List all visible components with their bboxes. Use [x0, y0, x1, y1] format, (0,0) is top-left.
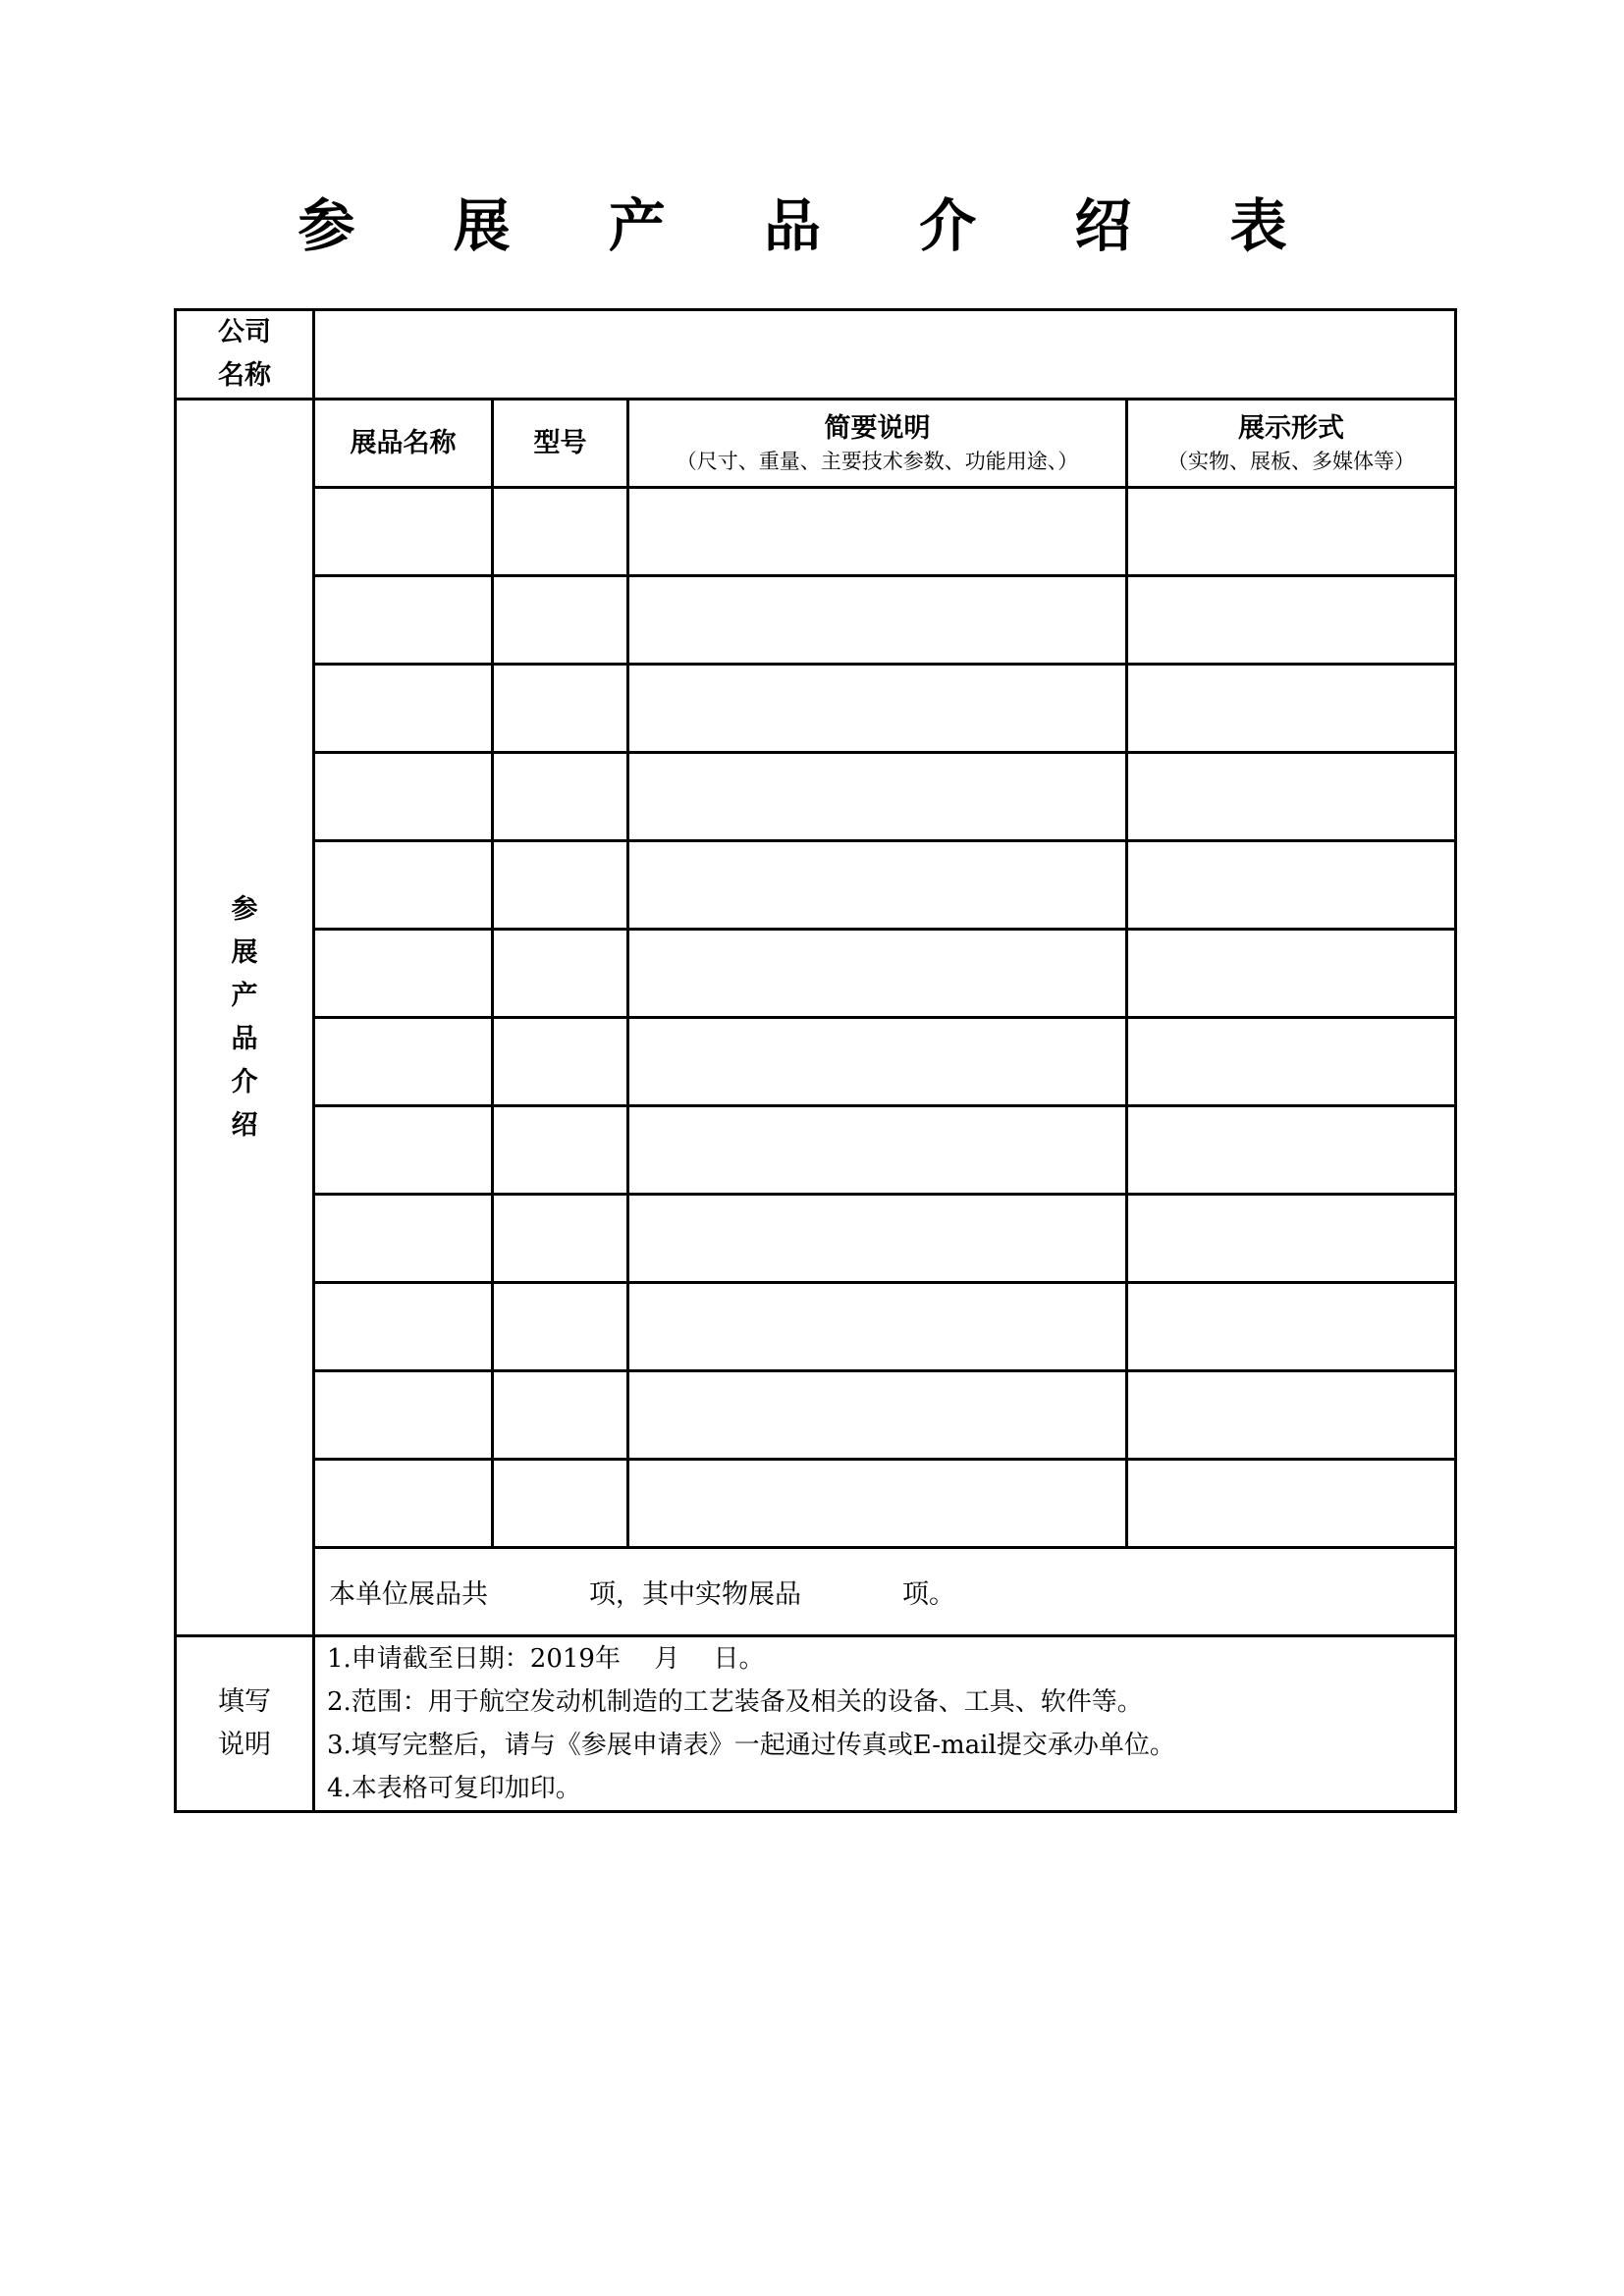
description-cell[interactable] [628, 1371, 1127, 1460]
display-form-cell[interactable] [1127, 1195, 1456, 1283]
product-name-cell[interactable] [314, 1283, 493, 1371]
model-cell[interactable] [493, 930, 628, 1018]
display-form-cell[interactable] [1127, 841, 1456, 930]
display-form-cell[interactable] [1127, 753, 1456, 841]
product-name-cell[interactable] [314, 1195, 493, 1283]
model-cell[interactable] [493, 1371, 628, 1460]
header-display-form: 展示形式 （实物、展板、多媒体等） [1127, 400, 1456, 488]
model-cell[interactable] [493, 488, 628, 576]
header-brief-description: 简要说明 （尺寸、重量、主要技术参数、功能用途、） [628, 400, 1127, 488]
instruction-item: 3.填写完整后，请与《参展申请表》一起通过传真或E-mail提交承办单位。 [327, 1731, 1175, 1760]
product-row [176, 1460, 1456, 1548]
display-form-cell[interactable] [1127, 1018, 1456, 1106]
company-name-field[interactable] [314, 310, 1456, 400]
product-name-cell[interactable] [314, 1460, 493, 1548]
instructions-list [314, 1636, 1456, 1812]
description-cell[interactable] [628, 1018, 1127, 1106]
description-cell[interactable] [628, 841, 1127, 930]
product-row [176, 1018, 1456, 1106]
product-row [176, 753, 1456, 841]
product-name-cell[interactable] [314, 841, 493, 930]
model-cell[interactable] [493, 1195, 628, 1283]
product-row [176, 576, 1456, 665]
header-model: 型号 [493, 400, 628, 488]
summary-row [176, 1548, 1456, 1636]
description-cell[interactable] [628, 1106, 1127, 1195]
product-name-cell[interactable] [314, 1371, 493, 1460]
product-row [176, 665, 1456, 753]
model-cell[interactable] [493, 753, 628, 841]
product-row [176, 841, 1456, 930]
display-form-cell[interactable] [1127, 576, 1456, 665]
description-cell[interactable] [628, 665, 1127, 753]
instructions-row [176, 1636, 1456, 1812]
header-brief-description-hint: （尺寸、重量、主要技术参数、功能用途、） [676, 449, 1079, 473]
instruction-item: 1.申请截至日期：2019年 月 日。 [327, 1644, 765, 1674]
product-name-cell[interactable] [314, 1018, 493, 1106]
company-row [176, 310, 1456, 400]
model-cell[interactable] [493, 576, 628, 665]
product-count-summary [314, 1548, 1456, 1636]
model-cell[interactable] [493, 1283, 628, 1371]
section-label-exhibit-products: 参 展 产 品 介 绍 [176, 400, 314, 1636]
display-form-cell[interactable] [1127, 1106, 1456, 1195]
summary-text-end: 项。 [902, 1579, 955, 1610]
product-name-cell[interactable] [314, 753, 493, 841]
product-name-cell[interactable] [314, 576, 493, 665]
page-title: 参 展 产 品 介 绍 表 [298, 192, 1326, 259]
display-form-cell[interactable] [1127, 665, 1456, 753]
description-cell[interactable] [628, 1283, 1127, 1371]
product-name-cell[interactable] [314, 665, 493, 753]
display-form-cell[interactable] [1127, 930, 1456, 1018]
display-form-cell[interactable] [1127, 1371, 1456, 1460]
description-cell[interactable] [628, 488, 1127, 576]
instruction-item: 4.本表格可复印加印。 [327, 1774, 581, 1803]
product-row [176, 1106, 1456, 1195]
product-name-cell[interactable] [314, 930, 493, 1018]
description-cell[interactable] [628, 576, 1127, 665]
model-cell[interactable] [493, 1018, 628, 1106]
product-name-cell[interactable] [314, 1106, 493, 1195]
summary-text-total: 本单位展品共 [329, 1579, 488, 1610]
instructions-label: 填写 说明 [176, 1636, 314, 1812]
display-form-cell[interactable] [1127, 1460, 1456, 1548]
header-display-form-hint: （实物、展板、多媒体等） [1167, 449, 1415, 473]
product-row [176, 1195, 1456, 1283]
product-row [176, 1283, 1456, 1371]
product-row [176, 930, 1456, 1018]
product-row [176, 488, 1456, 576]
column-header-row [176, 400, 1456, 488]
product-name-cell[interactable] [314, 488, 493, 576]
display-form-cell[interactable] [1127, 1283, 1456, 1371]
description-cell[interactable] [628, 1195, 1127, 1283]
description-cell[interactable] [628, 753, 1127, 841]
product-row [176, 1371, 1456, 1460]
instruction-item: 2.范围：用于航空发动机制造的工艺装备及相关的设备、工具、软件等。 [327, 1687, 1143, 1717]
model-cell[interactable] [493, 841, 628, 930]
description-cell[interactable] [628, 1460, 1127, 1548]
model-cell[interactable] [493, 1106, 628, 1195]
model-cell[interactable] [493, 1460, 628, 1548]
description-cell[interactable] [628, 930, 1127, 1018]
header-product-name: 展品名称 [314, 400, 493, 488]
company-name-label: 公司 名称 [176, 310, 314, 400]
model-cell[interactable] [493, 665, 628, 753]
display-form-cell[interactable] [1127, 488, 1456, 576]
summary-text-physical: 项，其中实物展品 [589, 1579, 801, 1610]
product-intro-form [174, 308, 1457, 1813]
